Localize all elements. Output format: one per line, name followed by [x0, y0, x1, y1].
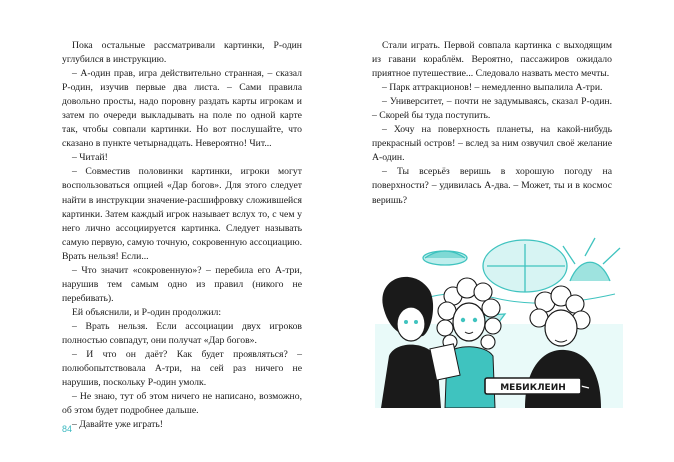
paragraph: – Что значит «сокровенную»? – перебила его А-три, нарушив тем самым одно из правил (никого не перебивать). [62, 264, 302, 304]
paragraph: – Врать нельзя. Если ассоциации двух игроков полностью совпадут, они получат «Дар богов». [62, 320, 302, 346]
paragraph: – Читай! [72, 152, 108, 164]
sign-text: МЕБИКЛЕИН [500, 383, 566, 393]
paragraph: – Университет, – почти не задумываясь, сказал Р-один. – Скорей бы туда поступить. [372, 96, 612, 122]
sky-scenery [405, 238, 620, 324]
sign-board [485, 378, 581, 394]
page-number: 84 [62, 424, 73, 434]
paragraph: – Хочу на поверхность планеты, на какой-нибудь прекрасный остров! – вслед за ним озвучил своё желание А-один. [372, 124, 612, 164]
paragraph: Ей объяснили, и Р-один продолжил: [72, 306, 222, 318]
paragraph: Стали играть. Первой совпала картинка с выходящим из гавани кораблём. Вероятно, пассажиров ожидало приятное путешествие... Следовало назвать место мечты. [372, 40, 612, 80]
right-page [337, 0, 674, 462]
paragraph: – Парк аттракционов! – немедленно выпалила А-три. [382, 82, 603, 94]
illustration [375, 236, 623, 408]
paragraph: – Давайте уже играть! [72, 419, 163, 431]
left-text-column [62, 39, 302, 432]
paragraph: – А-один прав, игра действительно странная, – сказал Р-один, изучив первые два листа. – Сами правила довольно просты, надо поровну раздать карты игрокам и затем по очереди выкладывать на поле по одной карте так, чтобы совпали картинки. Но вот послушайте, что сказано в пункте четырнадцать. Невероятно! Чит... [62, 68, 302, 150]
paragraph: – Совместив половинки картинки, игроки могут воспользоваться опцией «Дар богов». Для этого следует найти в инструкции значение-расшифровку сложившейся картинки. Затем каждый игрок называет вслух то, с чем у него лично ассоциируется картинка. Следует называть самую первую, самую точную, сокровенную ассоциацию. Врать нельзя! Если... [62, 166, 302, 262]
paragraph: Пока остальные рассматривали картинки, Р-один углубился в инструкцию. [62, 40, 302, 66]
paragraph: – Не знаю, тут об этом ничего не написано, возможно, об этом будет подробнее дальше. [62, 391, 302, 417]
paragraph: – И что он даёт? Как будет проявляться? – полюбопытствовала А-три, на сей раз ничего не нарушив, поскольку Р-один умолк. [62, 349, 302, 389]
paragraph: – Ты всерьёз веришь в хорошую погоду на поверхности? – удивилась А-два. – Может, ты и в космос веришь? [372, 166, 612, 206]
right-text-column [372, 39, 612, 208]
